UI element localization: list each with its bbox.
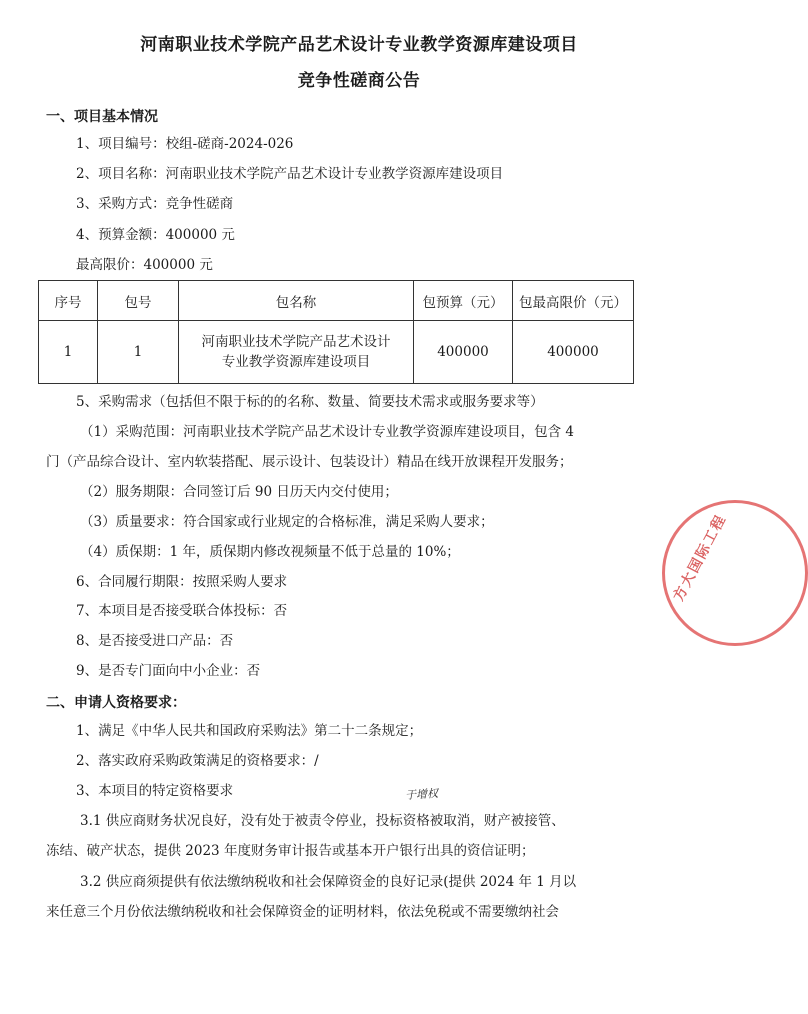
table-row — [39, 321, 634, 384]
item-sme: 9、是否专门面向中小企业：否 — [76, 663, 261, 679]
item-max-price: 最高限价：400000 元 — [76, 257, 213, 273]
item-import: 8、是否接受进口产品：否 — [76, 633, 234, 649]
item-project-number: 1、项目编号：校组-磋商-2024-026 — [76, 136, 294, 152]
th-no: 序号 — [39, 281, 98, 321]
item-consortium: 7、本项目是否接受联合体投标：否 — [76, 603, 288, 619]
cell-package: 1 — [98, 321, 179, 384]
table-header-row — [39, 281, 634, 321]
handwritten-signature: 于增权 — [404, 786, 439, 803]
req-warranty: （4）质保期：1 年，质保期内修改视频量不低于总量的 10%； — [80, 544, 460, 560]
th-package-name: 包名称 — [179, 281, 414, 321]
th-package-max: 包最高限价（元） — [513, 281, 634, 321]
th-package: 包号 — [98, 281, 179, 321]
cell-max: 400000 — [513, 321, 634, 384]
item-purchase-method: 3、采购方式：竞争性磋商 — [76, 196, 234, 212]
qual-2: 2、落实政府采购政策满足的资格要求：/ — [76, 753, 319, 769]
item-budget: 4、预算金额：400000 元 — [76, 227, 235, 243]
section1-heading: 一、项目基本情况 — [46, 109, 158, 125]
qual-1: 1、满足《中华人民共和国政府采购法》第二十二条规定； — [76, 723, 423, 739]
th-package-budget: 包预算（元） — [414, 281, 513, 321]
cell-no: 1 — [39, 321, 98, 384]
item-contract-period: 6、合同履行期限：按照采购人要求 — [76, 574, 288, 590]
req-scope-line1: （1）采购范围：河南职业技术学院产品艺术设计专业教学资源库建设项目，包含 4 — [80, 424, 574, 440]
req-service-period: （2）服务期限：合同签订后 90 日历天内交付使用； — [80, 484, 398, 500]
cell-package-name — [179, 321, 414, 384]
section2-heading: 二、申请人资格要求： — [46, 695, 186, 711]
qual-3-1-line2: 冻结、破产状态，提供 2023 年度财务审计报告或基本开户银行出具的资信证明； — [46, 843, 535, 859]
doc-title-line1: 河南职业技术学院产品艺术设计专业教学资源库建设项目 — [140, 35, 578, 55]
budget-table — [38, 280, 634, 384]
qual-3: 3、本项目的特定资格要求 — [76, 783, 234, 799]
cell-package-name-line2: 专业教学资源库建设项目 — [221, 354, 371, 370]
cell-package-name-line1: 河南职业技术学院产品艺术设计 — [201, 334, 391, 350]
doc-title-line2: 竞争性磋商公告 — [297, 71, 421, 91]
qual-3-2-line1: 3.2 供应商须提供有依法缴纳税收和社会保障资金的良好记录(提供 2024 年 1 月以 — [80, 874, 577, 890]
qual-3-2-line2: 来任意三个月份依法缴纳税收和社会保障资金的证明材料，依法免税或不需要缴纳社会 — [46, 904, 559, 920]
cell-budget: 400000 — [414, 321, 513, 384]
req-scope-line2: 门（产品综合设计、室内软装搭配、展示设计、包装设计）精品在线开放课程开发服务； — [46, 454, 573, 470]
item-requirements: 5、采购需求（包括但不限于标的的名称、数量、简要技术需求或服务要求等） — [76, 394, 544, 410]
req-quality: （3）质量要求：符合国家或行业规定的合格标准，满足采购人要求； — [80, 514, 494, 530]
qual-3-1-line1: 3.1 供应商财务状况良好，没有处于被责令停业，投标资格被取消，财产被接管、 — [80, 813, 565, 829]
red-seal-text: 方大国际工程 — [670, 511, 730, 604]
item-project-name: 2、项目名称：河南职业技术学院产品艺术设计专业教学资源库建设项目 — [76, 166, 504, 182]
